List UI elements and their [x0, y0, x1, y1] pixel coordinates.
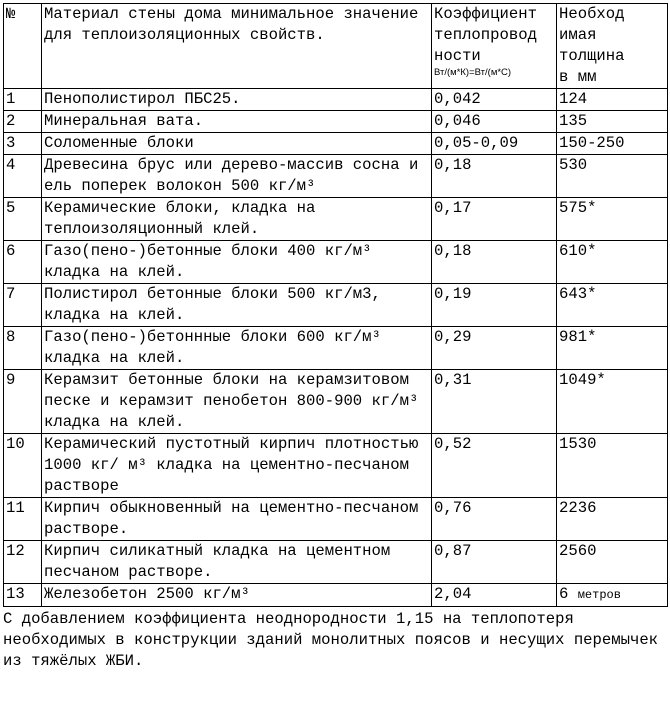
row-material: Древесина брус или дерево-массив сосна и ель поперек волокон 500 кг/м³	[42, 155, 432, 198]
row-num: 7	[4, 284, 42, 327]
header-num: №	[4, 4, 42, 89]
row-material: Железобетон 2500 кг/м³	[42, 584, 432, 607]
row-num: 8	[4, 327, 42, 370]
table-row	[4, 111, 668, 133]
header-coefficient-label: Коэффициент теплопровод ности	[434, 5, 537, 65]
thermal-conductivity-table	[3, 3, 668, 607]
row-coefficient: 0,046	[432, 111, 557, 133]
table-row	[4, 284, 668, 327]
table-row	[4, 241, 668, 284]
row-thickness: 124	[557, 89, 668, 111]
row-thickness: 2560	[557, 541, 668, 584]
row-coefficient: 0,18	[432, 241, 557, 284]
header-thickness	[557, 4, 668, 89]
row-material: Полистирол бетонные блоки 500 кг/м3, кладка на клей.	[42, 284, 432, 327]
row-thickness: 981*	[557, 327, 668, 370]
row-coefficient: 0,042	[432, 89, 557, 111]
row-thickness: 643*	[557, 284, 668, 327]
row-thickness: 135	[557, 111, 668, 133]
table-row	[4, 133, 668, 155]
header-coefficient	[432, 4, 557, 89]
row-thickness-unit: метров	[577, 588, 621, 602]
row-coefficient: 0,18	[432, 155, 557, 198]
row-material: Керамический пустотный кирпич плотностью 1000 кг/ м³ кладка на цементно-песчаном растворе	[42, 434, 432, 498]
row-coefficient: 2,04	[432, 584, 557, 607]
row-num: 4	[4, 155, 42, 198]
row-coefficient: 0,87	[432, 541, 557, 584]
row-thickness: 530	[557, 155, 668, 198]
row-thickness	[557, 584, 668, 607]
row-material: Соломенные блоки	[42, 133, 432, 155]
table-row	[4, 155, 668, 198]
table-row	[4, 584, 668, 607]
row-coefficient: 0,76	[432, 498, 557, 541]
header-thickness-label: Необход имая толщина	[559, 5, 625, 65]
row-thickness: 610*	[557, 241, 668, 284]
row-thickness: 575*	[557, 198, 668, 241]
row-material: Газо(пено-)бетонные блоки 400 кг/м³ кладка на клей.	[42, 241, 432, 284]
table-row	[4, 541, 668, 584]
row-thickness: 1049*	[557, 370, 668, 434]
row-material: Минеральная вата.	[42, 111, 432, 133]
table-row	[4, 498, 668, 541]
table-row	[4, 198, 668, 241]
row-coefficient: 0,31	[432, 370, 557, 434]
row-num: 2	[4, 111, 42, 133]
table-row	[4, 327, 668, 370]
table-row	[4, 89, 668, 111]
header-material: Материал стены дома минимальное значение для теплоизоляционных свойств.	[42, 4, 432, 89]
row-num: 9	[4, 370, 42, 434]
row-thickness-value: 6	[559, 585, 569, 603]
row-num: 6	[4, 241, 42, 284]
row-material: Керамические блоки, кладка на теплоизоляционный клей.	[42, 198, 432, 241]
row-num: 10	[4, 434, 42, 498]
row-material: Пенополистирол ПБС25.	[42, 89, 432, 111]
row-num: 13	[4, 584, 42, 607]
row-material: Кирпич силикатный кладка на цементном песчаном растворе.	[42, 541, 432, 584]
row-num: 11	[4, 498, 42, 541]
row-thickness: 1530	[557, 434, 668, 498]
row-material: Керамзит бетонные блоки на керамзитовом песке и керамзит пенобетон 800-900 кг/м³ кладка на клей.	[42, 370, 432, 434]
document	[3, 3, 667, 672]
row-thickness: 150-250	[557, 133, 668, 155]
table-row	[4, 370, 668, 434]
row-coefficient: 0,52	[432, 434, 557, 498]
header-coefficient-unit: Вт/(м*К)=Вт/(м*С)	[434, 67, 512, 78]
row-thickness: 2236	[557, 498, 668, 541]
row-num: 5	[4, 198, 42, 241]
row-coefficient: 0,19	[432, 284, 557, 327]
row-coefficient: 0,17	[432, 198, 557, 241]
row-material: Кирпич обыкновенный на цементно-песчаном растворе.	[42, 498, 432, 541]
row-num: 3	[4, 133, 42, 155]
row-coefficient: 0,29	[432, 327, 557, 370]
row-num: 1	[4, 89, 42, 111]
row-material: Газо(пено-)бетоннные блоки 600 кг/м³ кладка на клей.	[42, 327, 432, 370]
row-num: 12	[4, 541, 42, 584]
table-row	[4, 434, 668, 498]
table-header-row	[4, 4, 668, 89]
footnote: С добавлением коэффициента неоднородности 1,15 на теплопотеря необходимых в конструкции зданий монолитных поясов и несущих перемычек из тяжёлых ЖБИ.	[3, 610, 659, 670]
row-coefficient: 0,05-0,09	[432, 133, 557, 155]
header-thickness-unit: в мм	[559, 68, 597, 86]
